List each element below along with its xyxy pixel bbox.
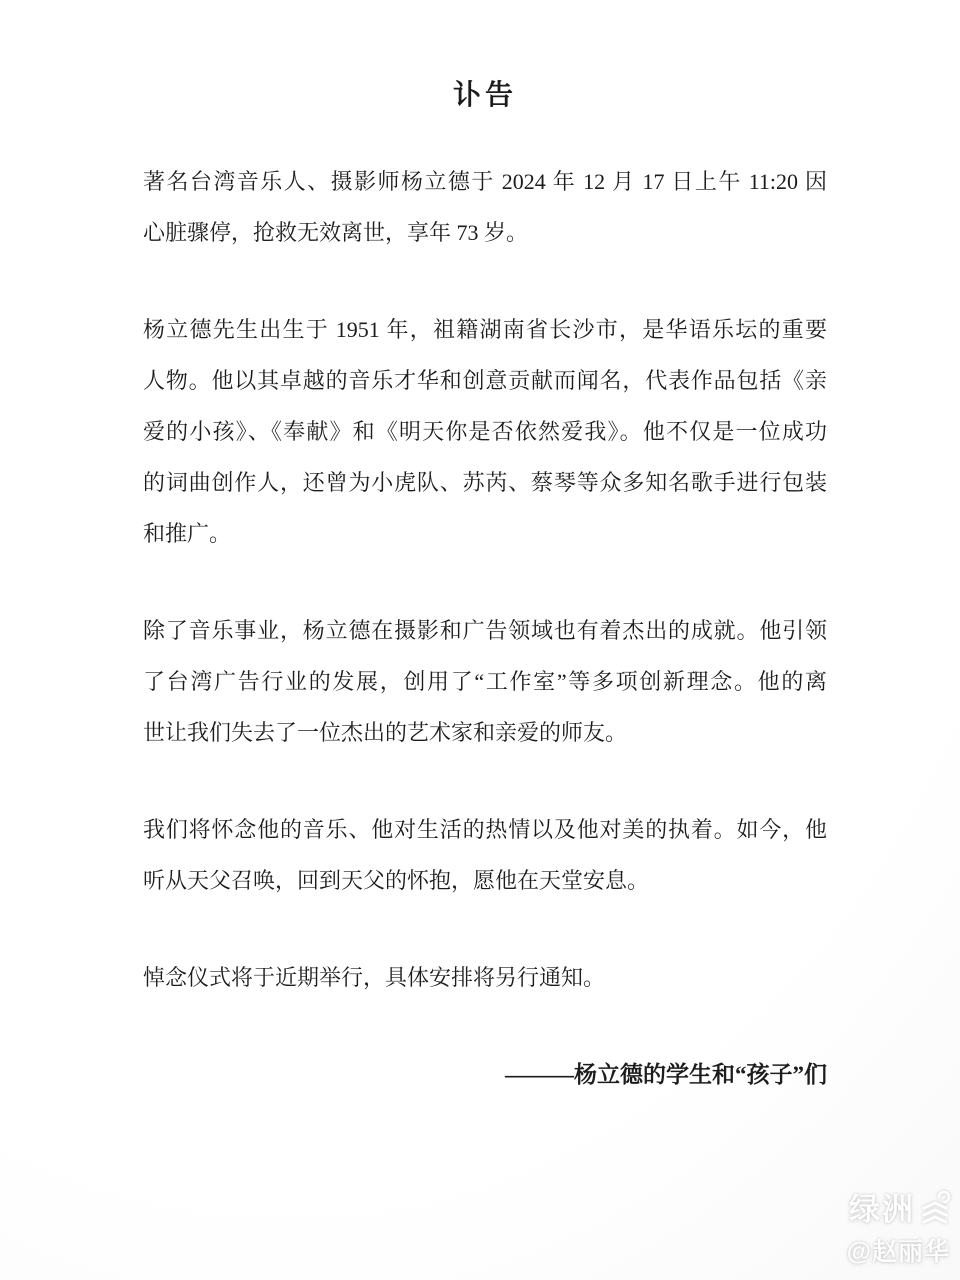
text-line: 世让我们失去了一位杰出的艺术家和亲爱的师友。: [143, 720, 628, 745]
text-line: 的词曲创作人，还曾为小虎队、苏芮、蔡琴等众多知名歌手进行包装: [143, 470, 827, 495]
text-line: 除了音乐事业，杨立德在摄影和广告领域也有着杰出的成就。他引领: [143, 618, 827, 643]
text-line: 我们将怀念他的音乐、他对生活的热情以及他对美的执着。如今，他: [143, 817, 827, 842]
watermark-brand-text: 绿洲: [849, 1192, 915, 1227]
text-line: 人物。他以其卓越的音乐才华和创意贡献而闻名，代表作品包括《亲: [143, 368, 827, 393]
text-line: 了台湾广告行业的发展，创用了“工作室”等多项创新理念。他的离: [143, 669, 827, 694]
oasis-waves-icon: [920, 1188, 950, 1226]
text-line: 杨立德先生出生于 1951 年，祖籍湖南省长沙市，是华语乐坛的重要: [143, 317, 827, 342]
text-line: 著名台湾音乐人、摄影师杨立德于 2024 年 12 月 17 日上午 11:20 因: [143, 169, 827, 194]
document-title: 讣告: [452, 80, 517, 111]
text-line: 悼念仪式将于近期举行，具体安排将另行通知。: [143, 965, 606, 990]
paragraph-remembrance: [143, 804, 827, 906]
text-line: 爱的小孩》、《奉献》和《明天你是否依然爱我》。他不仅是一位成功: [143, 419, 827, 444]
text-line: 和推广。: [143, 521, 232, 546]
paragraph-achievements: [143, 605, 827, 758]
watermark: [847, 1184, 950, 1268]
signature-line: ———杨立德的学生和“孩子”们: [505, 1062, 827, 1087]
text-line: 听从天父召唤，回到天父的怀抱，愿他在天堂安息。: [143, 868, 650, 893]
paragraph-memorial-notice: [143, 952, 827, 1003]
watermark-brand-row: [847, 1184, 950, 1229]
paragraph-death-announcement: [143, 156, 827, 258]
text-line: 心脏骤停，抢救无效离世，享年 73 岁。: [143, 220, 529, 245]
watermark-handle-text: @赵丽华: [846, 1238, 950, 1266]
paragraph-biography: [143, 304, 827, 559]
